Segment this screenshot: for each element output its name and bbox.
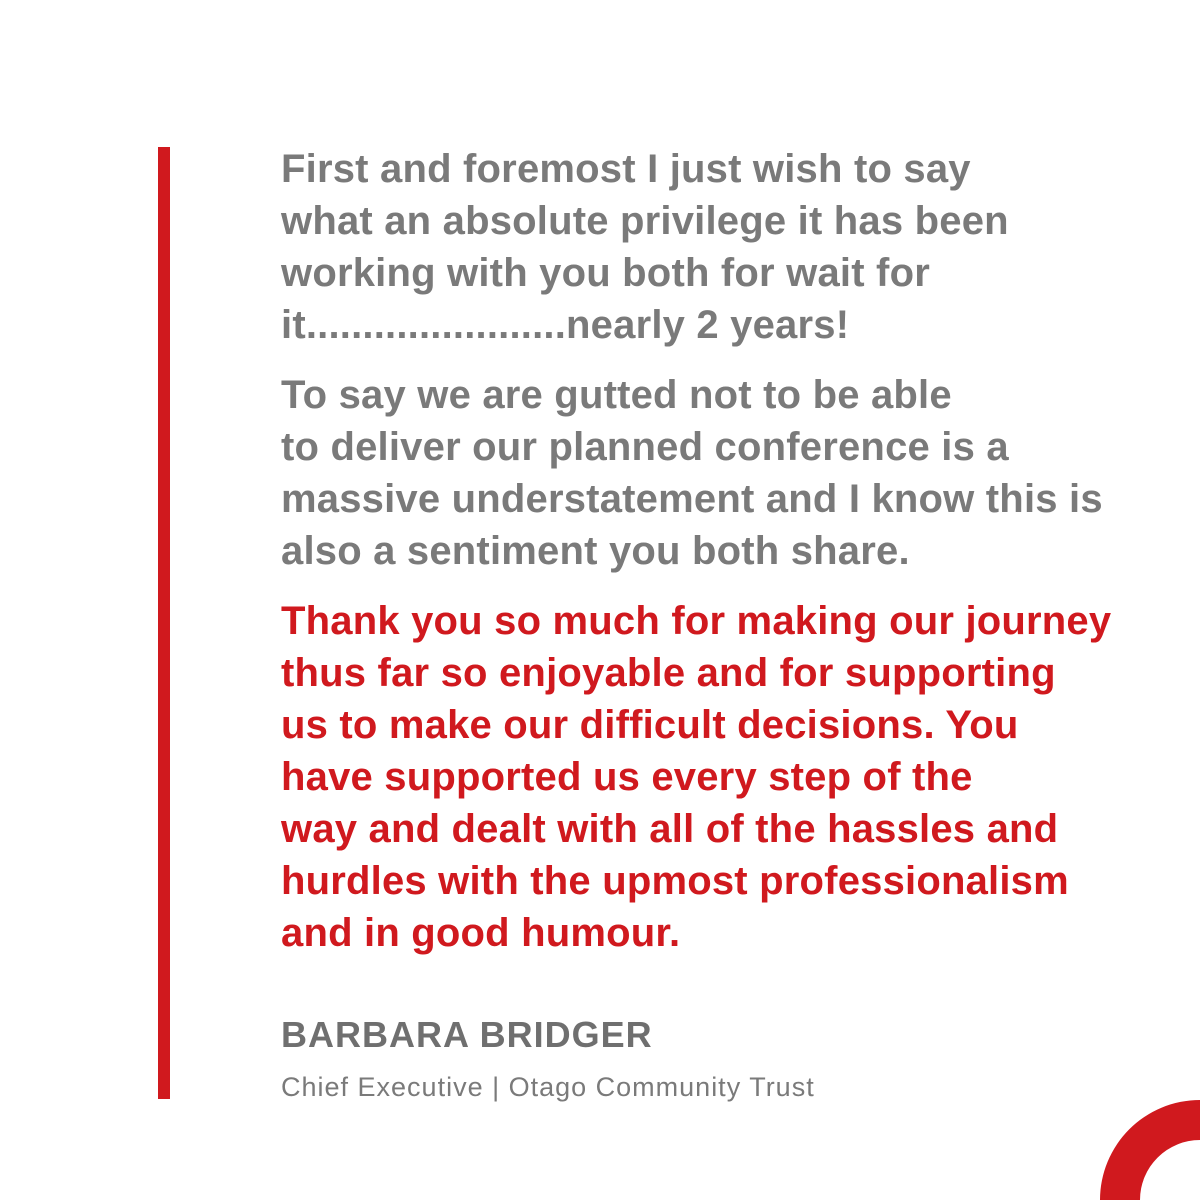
quote-line: us to make our difficult decisions. You xyxy=(281,703,1019,747)
quote-paragraph-1 xyxy=(281,143,1181,351)
quote-line: working with you both for wait for xyxy=(281,251,930,295)
quote-line: to deliver our planned conference is a xyxy=(281,425,1009,469)
author-name: BARBARA BRIDGER xyxy=(281,1014,653,1055)
quote-line: massive understatement and I know this is xyxy=(281,477,1103,521)
quote-line: and in good humour. xyxy=(281,911,681,955)
quote-paragraph-2 xyxy=(281,369,1181,577)
quote-line: Thank you so much for making our journey xyxy=(281,599,1112,643)
quote-line: what an absolute privilege it has been xyxy=(281,199,1009,243)
author-role: Chief Executive | Otago Community Trust xyxy=(281,1072,815,1102)
quote-line: hurdles with the upmost professionalism xyxy=(281,859,1069,903)
quote-block xyxy=(281,143,1181,959)
arc-shape xyxy=(1100,1100,1200,1200)
quote-line: it.......................nearly 2 years! xyxy=(281,303,850,347)
red-arc-logo-icon xyxy=(1080,1080,1200,1200)
quote-line: First and foremost I just wish to say xyxy=(281,147,971,191)
quote-paragraph-3 xyxy=(281,595,1181,959)
quote-line: To say we are gutted not to be able xyxy=(281,373,952,417)
accent-bar xyxy=(158,147,170,1099)
quote-line: way and dealt with all of the hassles and xyxy=(281,807,1059,851)
quote-line: thus far so enjoyable and for supporting xyxy=(281,651,1056,695)
quote-line: have supported us every step of the xyxy=(281,755,973,799)
quote-line: also a sentiment you both share. xyxy=(281,529,910,573)
